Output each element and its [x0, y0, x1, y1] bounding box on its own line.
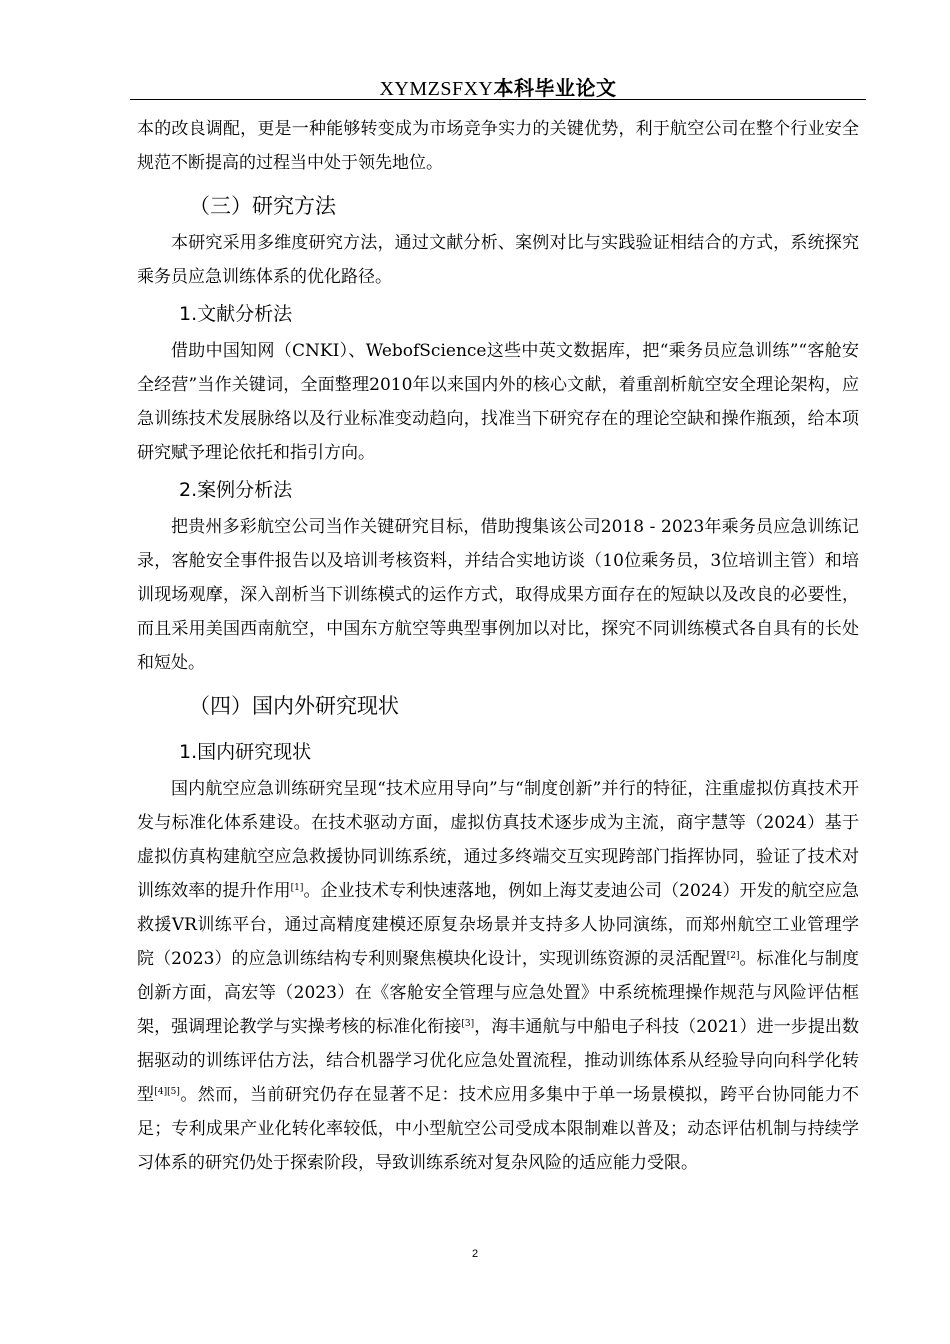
text-run: 。企业技术专利快速落地，例如上海艾麦迪公司（2024）开发的航空应急救援VR训练平台，通过高精度建模还原复杂场景并支持多人协同演练，而郑州航空工业管理学院（2023）的应急训练结构专利则聚焦模块化设计，实现训练资源的灵活配置 [137, 881, 859, 969]
subsection-heading-domestic: 1.国内研究现状 [179, 741, 312, 763]
citation-ref: [2] [726, 951, 740, 961]
paragraph-literature: 借助中国知网（CNKI）、WebofScience这些中英文数据库，把“乘务员应急训练”“客舱安全经营”当作关键词，全面整理2010年以来国内外的核心文献，着重剖析航空安全理论架构，应急训练技术发展脉络以及行业标准变动趋向，找准当下研究存在的理论空缺和操作瓶颈，给本项研究赋予理论依托和指引方向。 [137, 341, 859, 463]
paragraph-methods: 本研究采用多维度研究方法，通过文献分析、案例对比与实践验证相结合的方式，系统探究乘务员应急训练体系的优化路径。 [137, 233, 859, 287]
citation-ref: [4][5] [154, 1087, 180, 1097]
citation-ref: [3] [461, 1019, 475, 1029]
text-run: ，海丰通航与中船电子科技（2021）进一步提出数据驱动的训练评估方法，结合机器学习优化应急处置流程，推动训练体系从经验导向向科学化转型 [137, 1017, 860, 1105]
citation-ref: [1] [290, 883, 304, 893]
subsection-heading-literature: 1.文献分析法 [179, 303, 293, 325]
subsection-heading-case: 2.案例分析法 [179, 479, 293, 501]
header-thesis-title: 本科毕业论文 [493, 76, 617, 100]
paragraph-case: 把贵州多彩航空公司当作关键研究目标，借助搜集该公司2018 - 2023年乘务员应急训练记录，客舱安全事件报告以及培训考核资料，并结合实地访谈（10位乘务员，3位培训主管）和培训现场观摩，深入剖析当下训练模式的运作方式，取得成果方面存在的短缺以及改良的必要性，而且采用美国西南航空，中国东方航空等典型事例加以对比，探究不同训练模式各自具有的长处和短处。 [137, 517, 859, 673]
paragraph-domestic [137, 772, 859, 1180]
page-header [130, 72, 866, 101]
text-run: 。标准化与制度创新方面，高宏等（2023）在《客舱安全管理与应急处置》中系统梳理操作规范与风险评估框架，强调理论教学与实操考核的标准化衔接 [137, 949, 860, 1037]
header-divider [130, 99, 866, 100]
text-run: 国内航空应急训练研究呈现“技术应用导向”与“制度创新”并行的特征，注重虚拟仿真技术开发与标准化体系建设。在技术驱动方面，虚拟仿真技术逐步成为主流，商宇慧等（2024）基于虚拟仿真构建航空应急救援协同训练系统，通过多终端交互实现跨部门指挥协同，验证了技术对训练效率的提升作用 [137, 779, 859, 901]
section-heading-research-status: （四）国内外研究现状 [189, 694, 399, 718]
paragraph-continued: 本的改良调配，更是一种能够转变成为市场竞争实力的关键优势，利于航空公司在整个行业安全规范不断提高的过程当中处于领先地位。 [137, 119, 859, 173]
document-body [137, 112, 859, 1180]
text-run: 。然而，当前研究仍存在显著不足：技术应用多集中于单一场景模拟，跨平台协同能力不足；专利成果产业化转化率较低，中小型航空公司受成本限制难以普及；动态评估机制与持续学习体系的研究仍处于探索阶段，导致训练系统对复杂风险的适应能力受限。 [137, 1085, 860, 1173]
page-number: 2 [471, 1248, 479, 1260]
header-school-code: XYMZSFXY [379, 78, 494, 100]
section-heading-methods: （三）研究方法 [189, 194, 336, 218]
